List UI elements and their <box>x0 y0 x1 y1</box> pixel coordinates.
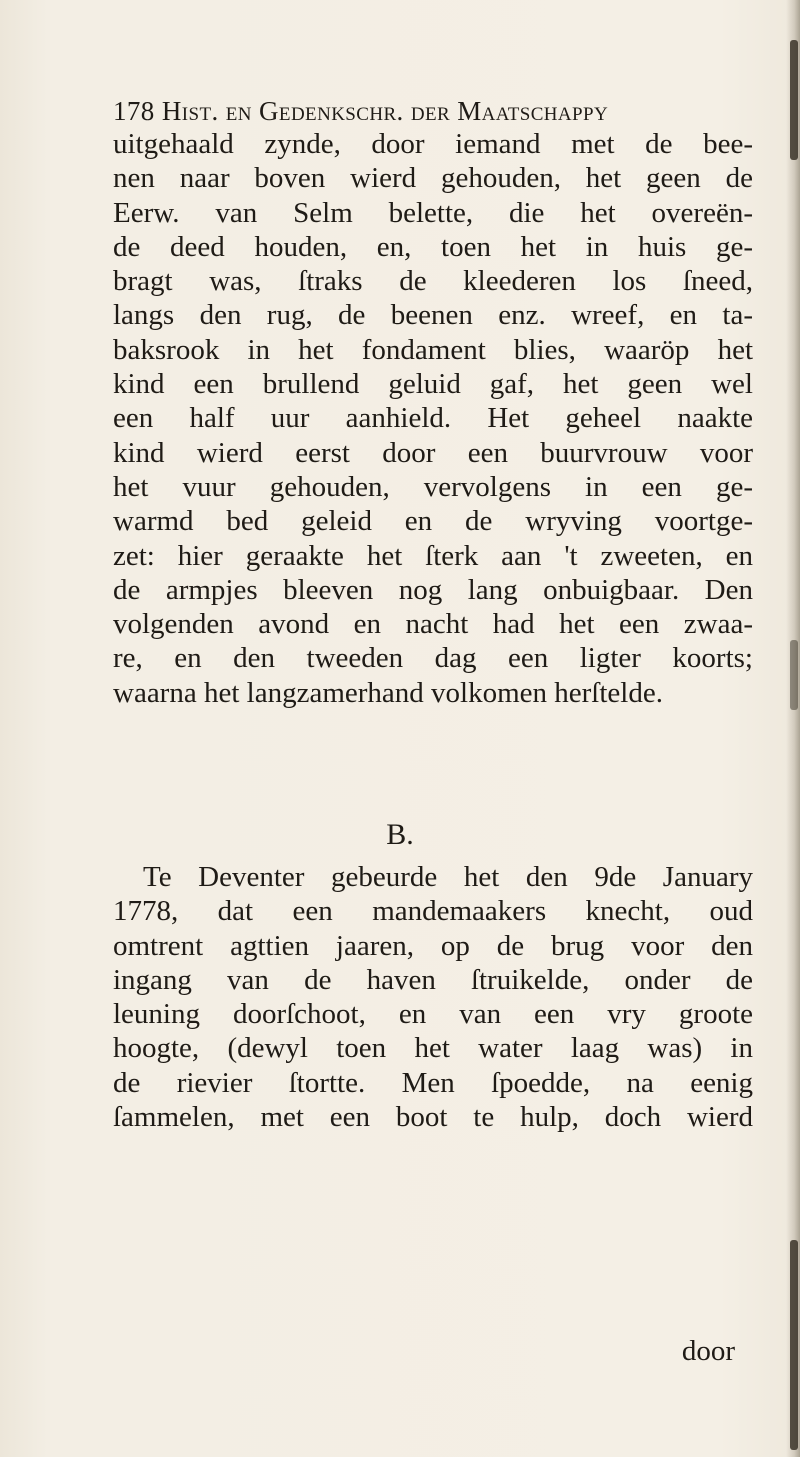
page-number: 178 <box>113 96 155 126</box>
text-line: nen naar boven wierd gehouden, het geen de <box>113 162 753 195</box>
page-edge-shadow <box>786 0 800 1457</box>
text-line: kind wierd eerst door een buurvrouw voor <box>113 436 753 469</box>
text-line: Te Deventer gebeurde het den 9de January <box>143 861 753 893</box>
text-line: ingang van de haven ſtruikelde, onder de <box>113 963 753 996</box>
text-line: een half uur aanhield. Het geheel naakte <box>113 402 753 435</box>
text-line: re, en den tweeden dag een ligter koorts; <box>113 642 753 675</box>
text-line: de armpjes bleeven nog lang onbuigbaar. Den <box>113 573 753 606</box>
section-heading: B. <box>386 818 414 851</box>
text-line: het vuur gehouden, vervolgens in een ge- <box>113 470 753 503</box>
paragraph-1 <box>113 127 753 710</box>
text-line: langs den rug, de beenen enz. wreef, en ta- <box>113 299 753 332</box>
text-line: ſammelen, met een boot te hulp, doch wierd <box>113 1101 753 1134</box>
text-line: Eerw. van Selm belette, die het overeën- <box>113 196 753 229</box>
running-title: Hist. en Gedenkschr. der Maatschappy <box>161 96 609 126</box>
catchword: door <box>681 1335 735 1367</box>
text-line: zet: hier geraakte het ſterk aan 't zweeten, en <box>113 539 753 572</box>
text-line: waarna het langzamerhand volkomen herſtelde. <box>113 676 663 709</box>
text-line: baksrook in het fondament blies, waaröp het <box>113 333 753 366</box>
text-line: kind een brullend geluid gaf, het geen wel <box>113 368 753 401</box>
text-line: hoogte, (dewyl toen het water laag was) in <box>113 1032 753 1065</box>
text-line: volgenden avond en nacht had het een zwaa- <box>113 608 753 641</box>
page-edge-mark <box>790 1240 798 1450</box>
text-line: warmd bed geleid en de wryving voortge- <box>113 505 753 538</box>
text-line: bragt was, ſtraks de kleederen los ſneed, <box>113 265 753 298</box>
text-line: 1778, dat een mandemaakers knecht, oud <box>113 895 753 928</box>
text-line: omtrent agttien jaaren, op de brug voor den <box>113 929 753 962</box>
page-edge-mark <box>790 40 798 160</box>
text-line: de deed houden, en, toen het in huis ge- <box>113 230 753 263</box>
text-line: uitgehaald zynde, door iemand met de bee- <box>113 128 753 160</box>
paragraph-2 <box>113 860 753 1134</box>
running-head <box>113 96 753 127</box>
text-line: leuning doorſchoot, en van een vry groote <box>113 998 753 1031</box>
text-line: de rievier ſtortte. Men ſpoedde, na eenig <box>113 1066 753 1099</box>
page-edge-mark <box>790 640 798 710</box>
